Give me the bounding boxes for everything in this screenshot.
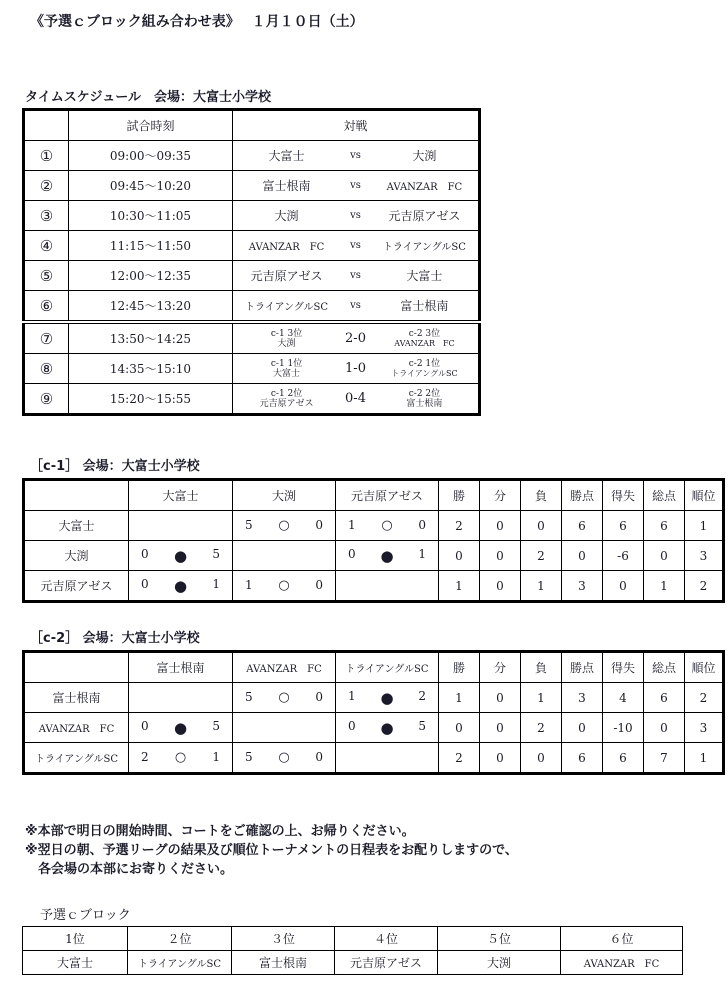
result-score xyxy=(336,547,438,565)
goals-for: 0 xyxy=(348,718,356,733)
team-name: 大富士 xyxy=(24,511,129,541)
note-1: ※本部で明日の開始時間、コートをご確認の上、お帰りください。 xyxy=(25,824,415,839)
group-row xyxy=(24,541,724,571)
draws: 0 xyxy=(480,683,521,713)
home-team xyxy=(233,359,340,379)
vs-label: vs xyxy=(350,270,361,281)
group-header-cell xyxy=(24,652,129,683)
ranked-team: 富士根南 xyxy=(232,951,335,975)
matchup xyxy=(233,141,480,171)
goals-against: 1 xyxy=(212,576,220,591)
goals-total: 7 xyxy=(644,743,685,774)
goals-against: 0 xyxy=(418,518,426,532)
home-team xyxy=(233,329,340,349)
group-header-cell: 大渕 xyxy=(233,480,336,511)
goals-for: 5 xyxy=(245,518,253,532)
goals-total: 0 xyxy=(644,541,685,571)
goal-diff: -10 xyxy=(603,713,644,743)
goal-diff: -6 xyxy=(603,541,644,571)
rank: 3 xyxy=(685,713,724,743)
ranked-team: 大富士 xyxy=(23,951,128,975)
goals-for: 1 xyxy=(348,518,356,532)
final-team-row xyxy=(23,951,683,975)
team-name: 富士根南 xyxy=(24,683,129,713)
wins: 1 xyxy=(439,683,480,713)
home-team: AVANZAR FC xyxy=(248,242,325,253)
away-team: 元吉原アゼス xyxy=(388,209,461,223)
loss-icon: ● xyxy=(380,546,394,565)
draws: 0 xyxy=(480,571,521,602)
points: 0 xyxy=(562,713,603,743)
away-team-team: AVANZAR FC xyxy=(394,338,455,348)
team-name: 元吉原アゼス xyxy=(24,571,129,602)
home-team-team: 大富士 xyxy=(273,368,301,379)
group-row xyxy=(24,713,724,743)
group-header-cell: 勝 xyxy=(439,652,480,683)
schedule-row xyxy=(24,231,480,261)
vs-label: vs xyxy=(350,180,361,191)
match-time: 09:45～10:20 xyxy=(69,171,233,201)
away-team xyxy=(371,389,478,409)
final-heading: 予選ｃブロック xyxy=(40,908,131,923)
vs-label: vs xyxy=(350,300,361,311)
result-score xyxy=(129,547,232,565)
losses: 2 xyxy=(521,713,562,743)
away-team-rank: c-2 3位 xyxy=(408,328,441,339)
vs-label: vs xyxy=(350,150,361,161)
schedule-row xyxy=(24,322,480,354)
group-header-cell: 大富士 xyxy=(129,480,233,511)
away-team-team: 富士根南 xyxy=(406,398,443,409)
win-icon: ○ xyxy=(278,690,290,705)
match-score: 1-0 xyxy=(345,361,366,376)
result-score xyxy=(129,577,232,595)
draws: 0 xyxy=(480,541,521,571)
losses: 1 xyxy=(521,683,562,713)
away-team-rank: c-2 1位 xyxy=(408,358,441,369)
home-team-team: 大渕 xyxy=(277,338,296,349)
match-number: ⑤ xyxy=(24,261,69,291)
win-icon: ○ xyxy=(278,750,290,765)
group-c2-heading: ［c-2］ 会場：大富士小学校 xyxy=(30,631,200,646)
wins: 2 xyxy=(439,743,480,774)
win-icon: ○ xyxy=(381,518,393,533)
note-2: ※翌日の朝、予選リーグの結果及び順位トーナメントの日程表をお配りしますので、 xyxy=(25,843,518,858)
matchup xyxy=(233,261,480,291)
draws: 0 xyxy=(480,713,521,743)
group-header-cell xyxy=(24,480,129,511)
goals-against: 0 xyxy=(315,518,323,532)
goals-for: 2 xyxy=(141,750,149,764)
empty-cell xyxy=(129,683,233,713)
result-score xyxy=(336,689,438,707)
schedule-header-cell: 対戦 xyxy=(233,110,480,141)
group-row xyxy=(24,571,724,602)
group-row xyxy=(24,511,724,541)
match-time: 13:50～14:25 xyxy=(69,322,233,354)
schedule-header-cell xyxy=(24,110,69,141)
empty-cell xyxy=(129,511,233,541)
match-time: 12:00～12:35 xyxy=(69,261,233,291)
group-c2-table xyxy=(22,650,725,775)
losses: 2 xyxy=(521,541,562,571)
rank-label: ５位 xyxy=(438,927,561,951)
empty-cell xyxy=(233,541,336,571)
rank-label: 1位 xyxy=(23,927,128,951)
page-title: 《予選ｃブロック組み合わせ表》 １月１０日（土） xyxy=(30,14,364,30)
goals-against: 2 xyxy=(418,688,426,703)
loss-icon: ● xyxy=(173,576,188,595)
match-time: 10:30～11:05 xyxy=(69,201,233,231)
losses: 0 xyxy=(521,743,562,774)
group-header-cell: トライアングルSC xyxy=(336,652,439,683)
goals-total: 6 xyxy=(644,683,685,713)
rank-label: ４位 xyxy=(335,927,438,951)
rank: 1 xyxy=(685,511,724,541)
goals-total: 1 xyxy=(644,571,685,602)
group-header-cell: 順位 xyxy=(685,652,724,683)
win-icon: ○ xyxy=(278,578,290,593)
away-team xyxy=(371,359,478,379)
final-ranking-table xyxy=(22,926,683,975)
result-score xyxy=(336,518,438,533)
rank-label: ６位 xyxy=(561,927,683,951)
group-header-cell: 得失 xyxy=(603,652,644,683)
matchup xyxy=(233,201,480,231)
losses: 1 xyxy=(521,571,562,602)
match-result xyxy=(233,571,336,602)
matchup xyxy=(233,231,480,261)
points: 6 xyxy=(562,743,603,774)
group-header-cell: 勝点 xyxy=(562,480,603,511)
match-result xyxy=(233,511,336,541)
vs-label: vs xyxy=(350,210,361,221)
away-team-rank: c-2 2位 xyxy=(408,388,441,399)
match-result xyxy=(336,683,439,713)
empty-cell xyxy=(336,743,439,774)
goals-against: 5 xyxy=(212,718,220,733)
wins: 0 xyxy=(439,713,480,743)
group-header-cell: AVANZAR FC xyxy=(233,652,336,683)
match-result xyxy=(233,683,336,713)
group-row xyxy=(24,743,724,774)
home-team xyxy=(233,389,340,409)
empty-cell xyxy=(336,571,439,602)
empty-cell xyxy=(233,713,336,743)
goals-for: 0 xyxy=(141,576,149,591)
schedule-row xyxy=(24,141,480,171)
schedule-row xyxy=(24,261,480,291)
schedule-row xyxy=(24,384,480,415)
match-result xyxy=(336,713,439,743)
home-team: 大渕 xyxy=(274,209,299,223)
schedule-row xyxy=(24,291,480,323)
win-icon: ○ xyxy=(174,750,187,765)
match-result xyxy=(129,743,233,774)
match-number: ⑨ xyxy=(24,384,69,415)
points: 6 xyxy=(562,511,603,541)
final-header-row xyxy=(23,927,683,951)
matchup xyxy=(233,322,480,354)
matchup xyxy=(233,384,480,415)
wins: 1 xyxy=(439,571,480,602)
home-team: 大富士 xyxy=(268,149,305,163)
away-team: 大富士 xyxy=(406,269,443,283)
group-header-cell: 分 xyxy=(480,480,521,511)
wins: 0 xyxy=(439,541,480,571)
match-score: 2-0 xyxy=(345,331,366,346)
match-number: ④ xyxy=(24,231,69,261)
ranked-team: 元吉原アゼス xyxy=(335,951,438,975)
ranked-team: 大渕 xyxy=(438,951,561,975)
result-score xyxy=(129,719,232,737)
group-header-cell: 富士根南 xyxy=(129,652,233,683)
rank-label: ２位 xyxy=(128,927,232,951)
goals-for: 5 xyxy=(245,690,253,704)
match-number: ⑥ xyxy=(24,291,69,323)
goals-against: 5 xyxy=(418,718,426,733)
goals-total: 6 xyxy=(644,511,685,541)
group-row xyxy=(24,683,724,713)
points: 0 xyxy=(562,541,603,571)
home-team-rank: c-1 1位 xyxy=(270,358,303,369)
home-team: トライアングルSC xyxy=(245,302,329,313)
group-header-row xyxy=(24,652,724,683)
loss-icon: ● xyxy=(380,718,394,737)
match-number: ② xyxy=(24,171,69,201)
group-c1-table xyxy=(22,478,725,603)
goals-for: 0 xyxy=(141,718,149,733)
match-time: 09:00～09:35 xyxy=(69,141,233,171)
match-result xyxy=(129,571,233,602)
rank: 2 xyxy=(685,683,724,713)
draws: 0 xyxy=(480,511,521,541)
goals-for: 1 xyxy=(245,578,253,592)
away-team-team: トライアングルSC xyxy=(391,368,458,378)
group-header-cell: 負 xyxy=(521,652,562,683)
loss-icon: ● xyxy=(173,718,188,737)
schedule-row xyxy=(24,354,480,384)
away-team: AVANZAR FC xyxy=(386,182,463,193)
goals-against: 0 xyxy=(315,750,323,764)
goals-against: 0 xyxy=(315,690,323,704)
ranked-team: トライアングルSC xyxy=(128,951,232,975)
group-header-cell: 分 xyxy=(480,652,521,683)
matchup xyxy=(233,171,480,201)
vs-label: vs xyxy=(350,240,361,251)
schedule-heading: タイムスケジュール 会場：大富士小学校 xyxy=(25,90,271,105)
group-header-cell: 総点 xyxy=(644,652,685,683)
wins: 2 xyxy=(439,511,480,541)
away-team: トライアングルSC xyxy=(382,242,466,253)
result-score xyxy=(233,578,335,593)
draws: 0 xyxy=(480,743,521,774)
match-result xyxy=(233,743,336,774)
rank: 3 xyxy=(685,541,724,571)
match-number: ⑧ xyxy=(24,354,69,384)
group-header-cell: 得失 xyxy=(603,480,644,511)
goals-against: 5 xyxy=(212,546,220,561)
goals-against: 0 xyxy=(315,578,323,592)
match-number: ① xyxy=(24,141,69,171)
team-name: 大渕 xyxy=(24,541,129,571)
goal-diff: 6 xyxy=(603,743,644,774)
schedule-header-cell: 試合時刻 xyxy=(69,110,233,141)
match-result xyxy=(336,541,439,571)
group-c1-heading: ［c-1］ 会場：大富士小学校 xyxy=(30,459,200,474)
group-header-cell: 負 xyxy=(521,480,562,511)
goal-diff: 4 xyxy=(603,683,644,713)
loss-icon: ● xyxy=(380,688,394,707)
group-header-cell: 勝点 xyxy=(562,652,603,683)
goals-for: 1 xyxy=(348,688,356,703)
match-time: 12:45～13:20 xyxy=(69,291,233,323)
rank-label: ３位 xyxy=(232,927,335,951)
goals-for: 0 xyxy=(348,546,356,561)
result-score xyxy=(233,750,335,765)
schedule-table xyxy=(22,108,481,416)
goals-total: 0 xyxy=(644,713,685,743)
goal-diff: 6 xyxy=(603,511,644,541)
away-team: 富士根南 xyxy=(400,299,449,313)
points: 3 xyxy=(562,683,603,713)
group-header-cell: 総点 xyxy=(644,480,685,511)
match-time: 15:20～15:55 xyxy=(69,384,233,415)
group-header-cell: 勝 xyxy=(439,480,480,511)
matchup xyxy=(233,291,480,323)
match-score: 0-4 xyxy=(345,391,366,406)
home-team: 富士根南 xyxy=(262,179,311,193)
loss-icon: ● xyxy=(173,546,188,565)
losses: 0 xyxy=(521,511,562,541)
away-team xyxy=(371,329,478,349)
rank: 2 xyxy=(685,571,724,602)
points: 3 xyxy=(562,571,603,602)
match-result xyxy=(336,511,439,541)
goal-diff: 0 xyxy=(603,571,644,602)
goals-for: 0 xyxy=(141,546,149,561)
schedule-header-row xyxy=(24,110,480,141)
goals-against: 1 xyxy=(212,750,220,764)
match-result xyxy=(129,713,233,743)
result-score xyxy=(129,750,232,765)
match-time: 11:15～11:50 xyxy=(69,231,233,261)
schedule-row xyxy=(24,201,480,231)
matchup xyxy=(233,354,480,384)
ranked-team: AVANZAR FC xyxy=(561,951,683,975)
team-name: AVANZAR FC xyxy=(24,713,129,743)
note-3: 各会場の本部にお寄りください。 xyxy=(25,862,234,877)
result-score xyxy=(336,719,438,737)
schedule-row xyxy=(24,171,480,201)
match-result xyxy=(129,541,233,571)
result-score xyxy=(233,518,335,533)
match-time: 14:35～15:10 xyxy=(69,354,233,384)
result-score xyxy=(233,690,335,705)
group-header-row xyxy=(24,480,724,511)
group-header-cell: 元吉原アゼス xyxy=(336,480,439,511)
home-team-rank: c-1 3位 xyxy=(270,328,303,339)
group-header-cell: 順位 xyxy=(685,480,724,511)
goals-against: 1 xyxy=(418,546,426,561)
home-team: 元吉原アゼス xyxy=(250,269,323,283)
home-team-rank: c-1 2位 xyxy=(270,388,303,399)
win-icon: ○ xyxy=(278,518,290,533)
match-number: ③ xyxy=(24,201,69,231)
away-team: 大渕 xyxy=(412,149,437,163)
match-number: ⑦ xyxy=(24,322,69,354)
team-name: トライアングルSC xyxy=(24,743,129,774)
rank: 1 xyxy=(685,743,724,774)
goals-for: 5 xyxy=(245,750,253,764)
home-team-team: 元吉原アゼス xyxy=(259,398,314,409)
